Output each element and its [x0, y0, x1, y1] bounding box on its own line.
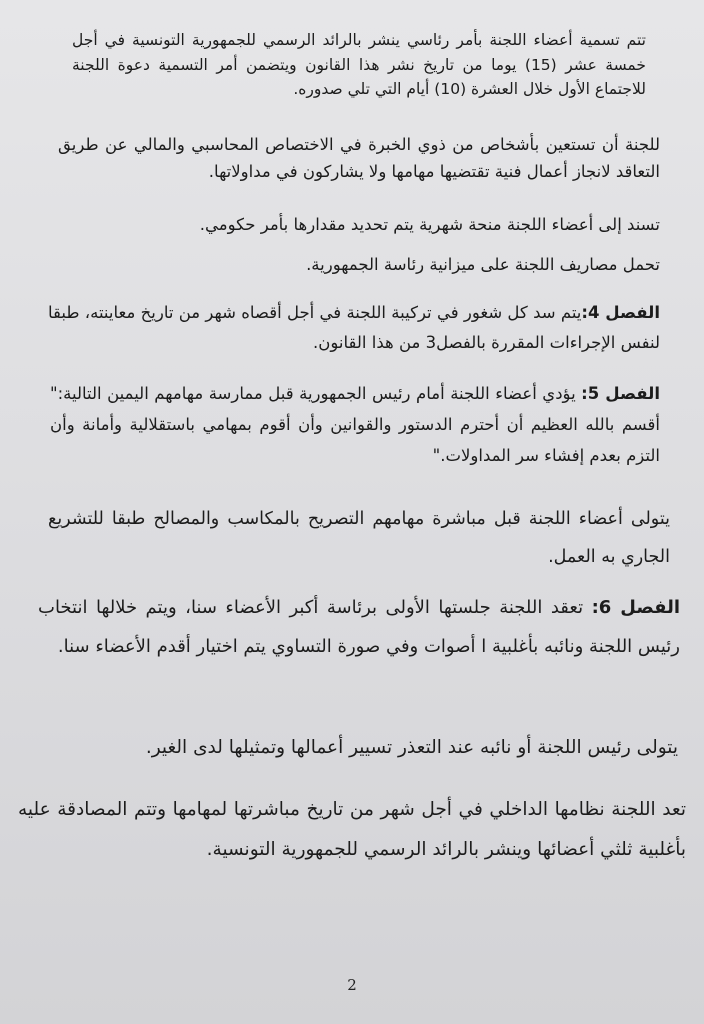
article-heading: الفصل 6: — [591, 597, 680, 618]
paragraph-text: يتم سد كل شغور في تركيبة اللجنة في أجل أقصاه شهر من تاريخ معاينته، طبقا لنفس الإجراءات المقررة بالفصل3 من هذا القانون. — [48, 303, 660, 352]
paragraph-internal-rules — [18, 790, 686, 870]
paragraph-experts — [58, 131, 660, 185]
paragraph-article-5 — [50, 378, 660, 471]
paragraph-text: تعقد اللجنة جلستها الأولى برئاسة أكبر الأعضاء سنا، ويتم خلالها انتخاب رئيس اللجنة ونائبه بأغلبية ا أصوات وفي صورة التساوي يتم اختيار أقدم الأعضاء سنا. — [38, 597, 680, 657]
paragraph-text: يؤدي أعضاء اللجنة أمام رئيس الجمهورية قبل ممارسة مهامهم اليمين التالية:" أقسم بالله العظيم أن أحترم الدستور والقوانين وأن أقوم بمهامي باستقلالية وأمانة وأن التزم بعدم إفشاء سر المداولات." — [50, 384, 660, 465]
paragraph-text: تتم تسمية أعضاء اللجنة بأمر رئاسي ينشر بالرائد الرسمي للجمهورية التونسية في أجل خمسة عشر (15) يوما من تاريخ نشر هذا القانون ويتضمن أمر التسمية دعوة اللجنة للاجتماع الأول خلال العشرة (10) أيام التي تلي صدوره. — [72, 31, 646, 98]
paragraph-article-6 — [38, 588, 680, 666]
paragraph-text: تحمل مصاريف اللجنة على ميزانية رئاسة الجمهورية. — [306, 255, 660, 274]
paragraph-declaration — [48, 500, 670, 576]
paragraph-text: تعد اللجنة نظامها الداخلي في أجل شهر من تاريخ مباشرتها لمهامها وتتم المصادقة عليه بأغلبية ثلثي أعضائها وينشر بالرائد الرسمي للجمهورية التونسية. — [18, 799, 686, 860]
paragraph-president-role — [90, 733, 678, 763]
paragraph-expenses — [200, 252, 660, 278]
article-heading: الفصل 4: — [581, 303, 660, 322]
paragraph-article-4 — [48, 298, 660, 358]
paragraph-text: تسند إلى أعضاء اللجنة منحة شهرية يتم تحديد مقدارها بأمر حكومي. — [199, 215, 660, 234]
paragraph-text: يتولى رئيس اللجنة أو نائبه عند التعذر تسيير أعمالها وتمثيلها لدى الغير. — [145, 737, 678, 758]
article-heading: الفصل 5: — [581, 384, 660, 403]
paragraph-monthly-grant — [150, 212, 660, 238]
paragraph-text: للجنة أن تستعين بأشخاص من ذوي الخبرة في الاختصاص المحاسبي والمالي عن طريق التعاقد لانجاز أعمال فنية تقتضيها مهامها ولا يشاركون في مداولاتها. — [58, 135, 660, 181]
page-number: 2 — [347, 976, 357, 994]
paragraph-appointment — [72, 28, 646, 102]
paragraph-text: يتولى أعضاء اللجنة قبل مباشرة مهامهم التصريح بالمكاسب والمصالح طبقا للتشريع الجاري به العمل. — [48, 509, 670, 567]
